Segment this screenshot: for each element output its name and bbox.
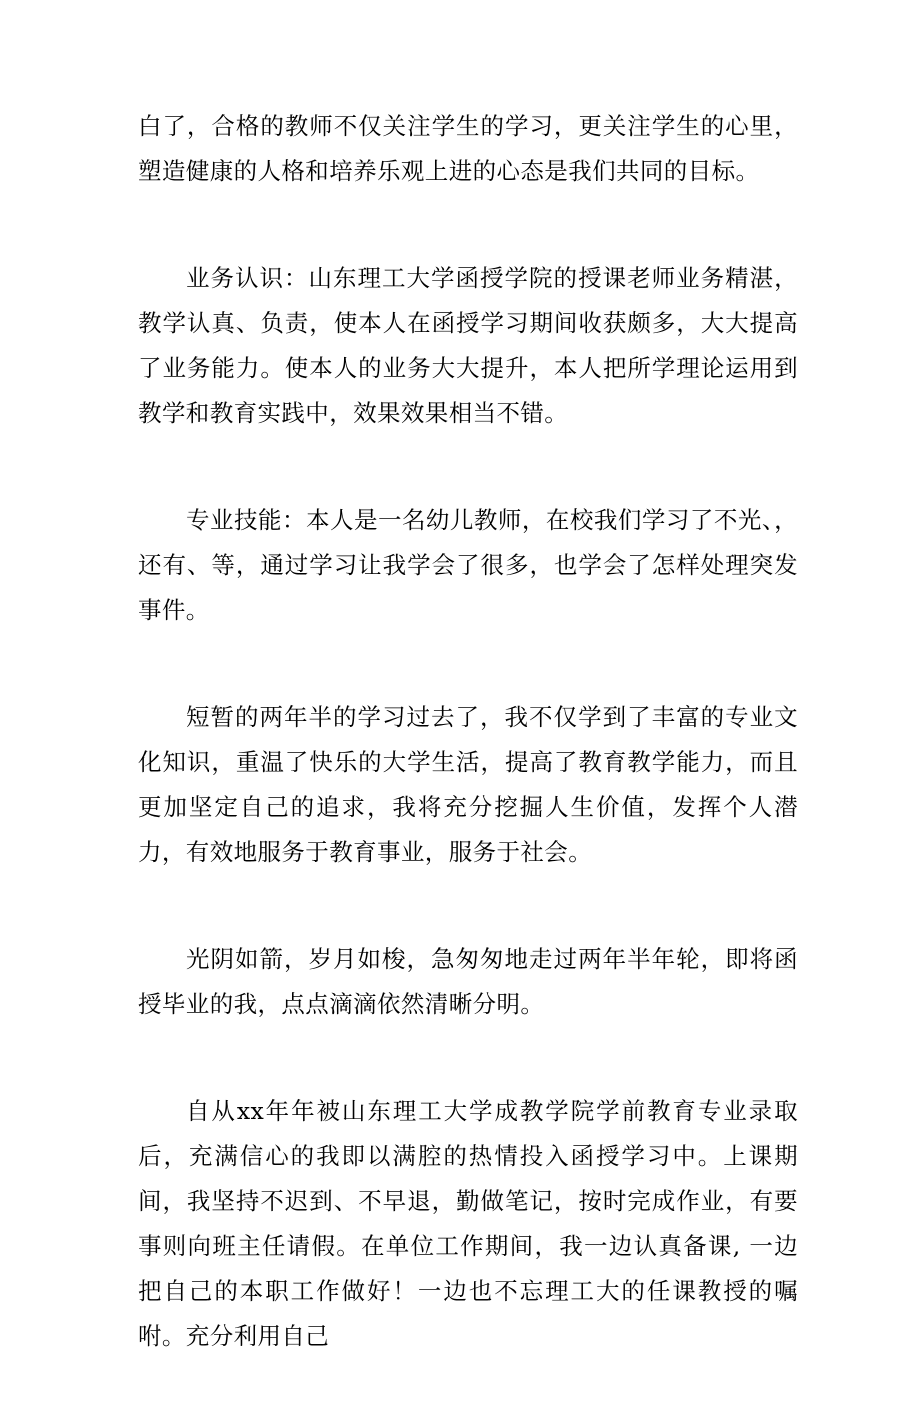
document-body	[138, 104, 798, 1421]
paragraph-3: 专业技能：本人是一名幼儿教师，在校我们学习了不光、，还有、等，通过学习让我学会了很多，也学会了怎样处理突发事件。	[138, 506, 798, 624]
paragraph-5: 光阴如箭，岁月如梭，急匆匆地走过两年半年轮，即将函授毕业的我，点点滴滴依然清晰分明。	[138, 945, 798, 1018]
paragraph-1: 白了，合格的教师不仅关注学生的学习，更关注学生的心里，塑造健康的人格和培养乐观上进的心态是我们共同的目标。	[138, 112, 798, 185]
paragraph-2: 业务认识：山东理工大学函授学院的授课老师业务精湛，教学认真、负责，使本人在函授学习期间收获颇多，大大提高了业务能力。使本人的业务大大提升，本人把所学理论运用到教学和教育实践中，效果效果相当不错。	[138, 264, 798, 427]
paragraph-4: 短暂的两年半的学习过去了，我不仅学到了丰富的专业文化知识，重温了快乐的大学生活，提高了教育教学能力，而且更加坚定自己的追求，我将充分挖掘人生价值，发挥个人潜力，有效地服务于教育事业，服务于社会。	[138, 703, 798, 866]
paragraph-6: 自从xx年年被山东理工大学成教学院学前教育专业录取后，充满信心的我即以满腔的热情投入函授学习中。上课期间，我坚持不迟到、不早退，勤做笔记，按时完成作业，有要事则向班主任请假。在单位工作期间，我一边认真备课, 一边把自己的本职工作做好！一边也不忘理工大的任课教授的嘱咐。充分利用自己	[138, 1097, 798, 1350]
